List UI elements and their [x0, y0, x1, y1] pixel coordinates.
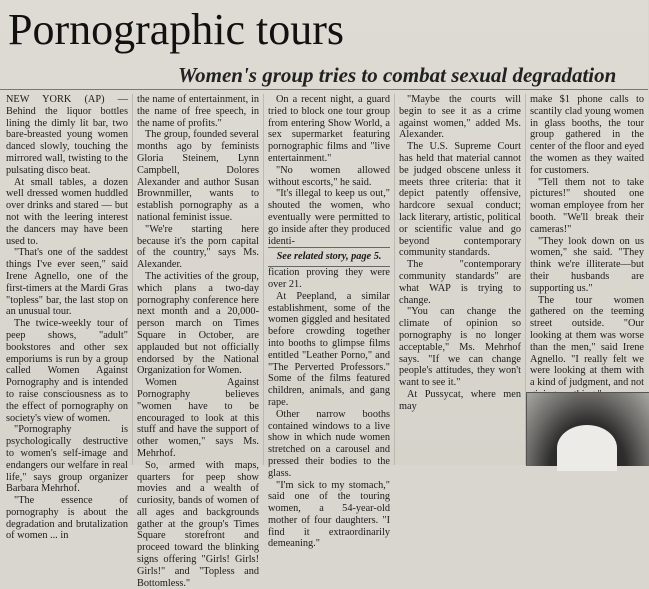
subheadline: Women's group tries to combat sexual degradation — [178, 63, 617, 87]
article-column-1 — [6, 94, 128, 542]
article-paragraph: "That's one of the saddest things I've ever seen," said Irene Agnello, one of the first-timers at the Mardi Gras "topless" bar, the last stop on an unusual tour. — [6, 247, 128, 318]
article-paragraph: At Pussycat, where men may — [399, 388, 521, 412]
column-divider — [394, 94, 395, 465]
article-paragraph: The tour women gathered on the teeming street outside. "Our looking at them was worse than the men," said Irene Agnello. "I really felt we were looking at them with a kind of judgment, and not — [530, 294, 644, 389]
article-paragraph: "The essence of pornography is about the degradation and brutalization of women ... in — [6, 495, 128, 542]
article-photo — [526, 392, 649, 466]
article-paragraph: At small tables, a dozen well dressed women huddled over drinks and stared — but not with the leering interest the dancers may have been used to. — [6, 176, 128, 247]
article-paragraph: Women Against Pornography believes "women have to be encouraged to look at this stuff and have the support of other women," says Ms. Mehrhof. — [137, 377, 259, 459]
article-column-2 — [137, 94, 259, 589]
photo-subject — [557, 425, 617, 471]
column-divider — [132, 94, 133, 465]
article-paragraph: "Pornography is psychologically destructive to women's self-image and endangers our welfare in real life," says group organizer Barbara Mehrhof. — [6, 424, 128, 495]
article-paragraph: NEW YORK (AP) — Behind the liquor bottles lining the dimly lit bar, two bare-breasted young women danced slowly, touching the mirrored wall, twisting to the pulsating disco beat. — [6, 94, 128, 176]
headline: Pornographic tours — [8, 5, 345, 54]
headline-rule — [0, 89, 648, 90]
related-story-link[interactable]: See related story, page 5. — [268, 247, 390, 267]
article-paragraph: On a recent night, a guard tried to block one tour group from entering Show World, a sex supermarket featuring pornographic films and "live entertainment." — [268, 94, 390, 164]
article-paragraph: "Maybe the courts will begin to see it as a crime against women," added Ms. Alexander. — [399, 94, 521, 141]
article-paragraph: "No women allowed without escorts," he said. — [268, 164, 390, 188]
article-paragraph: So, armed with maps, quarters for peep show movies and a wealth of curiosity, bands of women of all ages and backgrounds gather at the group's Times Square storefront and proceed toward the blinking signs offering "Girls! Girls! Girls!" and "Topless and Bottomless." — [137, 459, 259, 589]
article-paragraph: "We're starting here because it's the porn capital of the country," says Ms. Alexander. — [137, 223, 259, 271]
article-paragraph: "You can change the climate of opinion so pornography is no longer acceptable," Ms. Mehrhof says. "If we can change people's attitudes, they won't want to see it." — [399, 306, 521, 389]
article-paragraph: fication proving they were over 21. — [268, 267, 390, 290]
article-paragraph: The U.S. Supreme Court has held that material cannot be judged obscene unless it meets three criteria: that it depict patently offensive, hardcore sexual conduct; lack literary, artistic, political or scientific value and go beyond contemporary community standards. — [399, 141, 521, 259]
article-paragraph: "Tell them not to take pictures!" shouted one woman employee from her booth. "We'll break their cameras!" — [530, 176, 644, 235]
article-paragraph: Other narrow booths contained windows to a live show in which nude women stretched on a carousel and pressed their bodies to the glass. — [268, 408, 390, 479]
article-paragraph: make $1 phone calls to scantily clad young women in glass booths, the tour group gathered in the center of the floor and eyed the women as they waited for customers. — [530, 94, 644, 176]
article-column-3 — [268, 94, 390, 550]
article-paragraph: "They look down on us women," she said. "They think we're illiterate—but their husbands are supporting us." — [530, 235, 644, 294]
article-paragraph: The "contemporary community standards" are what WAP is trying to change. — [399, 259, 521, 306]
article-column-5 — [530, 94, 644, 390]
article-paragraph: The activities of the group, which plans a two-day pornography conference here next month and a 20,000-person march on Times Square in October, are applauded but not officially endorsed by the National Organization for Women. — [137, 270, 259, 377]
column-divider — [263, 94, 264, 465]
article-paragraph: The twice-weekly tour of peep shows, "adult" bookstores and other sex emporiums is run by a group called Women Against Pornography and is intended to raise consciousness as to the effect of pornography on society's view of women. — [6, 318, 128, 424]
article-paragraph: At Peepland, a similar establishment, some of the women giggled and hesitated before crowding together into booths to glimpse films entitled "Leather Porno," and "The Perverted Professors." Some of the films featured children, animals, and gang rape. — [268, 290, 390, 408]
article-paragraph: The group, founded several months ago by feminists Gloria Steinem, Lynn Campbell, Dolores Alexander and author Susan Brownmiller, wants to establish pornography as a national feminist issue. — [137, 129, 259, 223]
article-paragraph: "It's illegal to keep us out," shouted the women, who eventually were permitted to go inside after they produced identi- — [268, 188, 390, 247]
article-paragraph: the name of entertainment, in the name of free speech, in the name of profits." — [137, 94, 259, 129]
article-paragraph: "I'm sick to my stomach," said one of the touring women, a 54-year-old mother of four daughters. "I find it extraordinarily demeaning." — [268, 479, 390, 550]
article-column-4 — [399, 94, 521, 465]
